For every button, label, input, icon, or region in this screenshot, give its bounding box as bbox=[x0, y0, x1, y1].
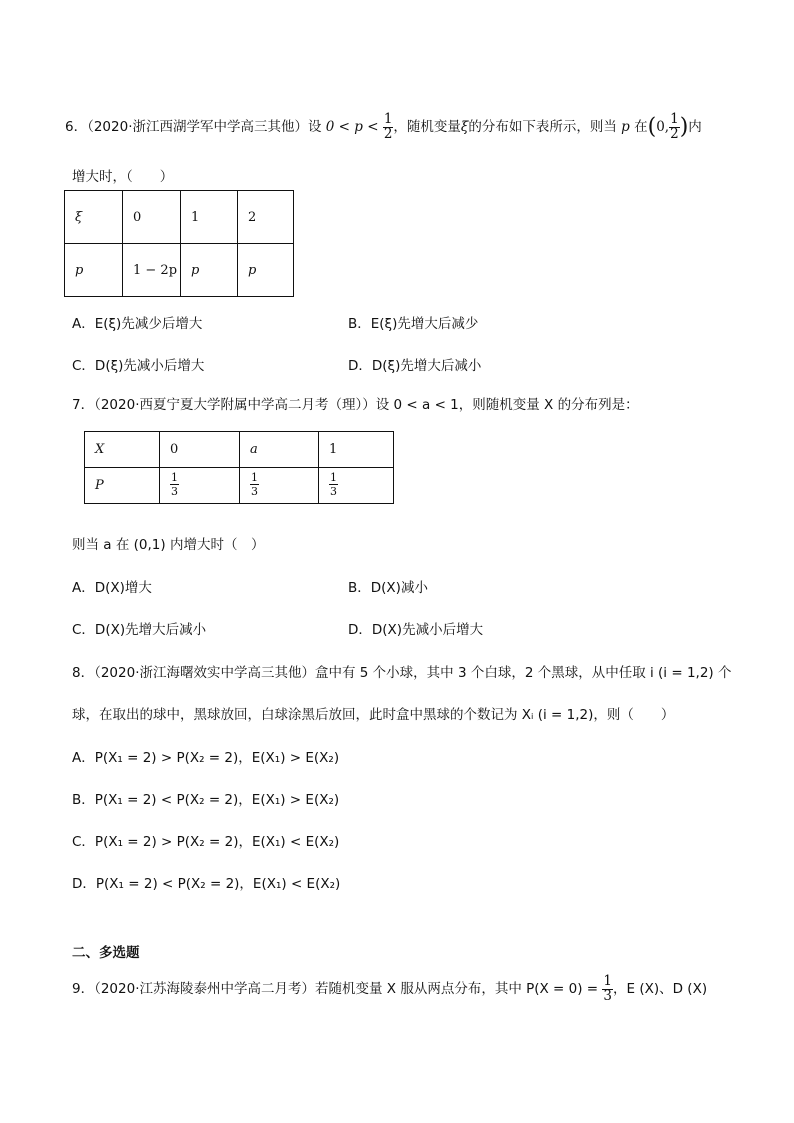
q6-source: （2020·浙江西湖学军中学高三其他） bbox=[87, 119, 308, 135]
table-cell: ξ bbox=[65, 191, 123, 244]
table-cell bbox=[160, 468, 240, 504]
q9-fraction: $\frac{1}{3}$ bbox=[603, 973, 613, 1004]
table-cell bbox=[240, 468, 319, 504]
table-row bbox=[65, 244, 294, 297]
table-cell: 0 bbox=[160, 432, 240, 468]
table-cell: 1 bbox=[181, 191, 238, 244]
q7-line2: 则当 a 在 (0,1) 内增大时（ ） bbox=[72, 537, 265, 553]
table-cell: X bbox=[85, 432, 160, 468]
q9-text: 9．（2020·江苏海陵泰州中学高二月考）若随机变量 X 服从两点分布，其中 P(X = 0) = bbox=[72, 981, 599, 997]
q6-line2: 增大时，（ ） bbox=[72, 169, 174, 185]
q6-interval-fraction: $\frac{1}{2}$ bbox=[670, 111, 679, 142]
q6-option-a: A．E(ξ)先减少后增大 bbox=[72, 316, 203, 332]
q8-option-c: C．P(X₁ = 2) > P(X₂ = 2)，E(X₁) < E(X₂) bbox=[72, 834, 340, 850]
q7-line1: 7．（2020·西夏宁夏大学附属中学高二月考（理））设 0 < a < 1，则随机变量 X 的分布列是： bbox=[72, 397, 639, 413]
q6-interval: 0, bbox=[656, 119, 670, 135]
q6-text: 设 bbox=[308, 119, 322, 135]
table-row bbox=[85, 432, 394, 468]
table-cell: 1 bbox=[319, 432, 394, 468]
q6-option-c: C．D(ξ)先减小后增大 bbox=[72, 358, 205, 374]
q7-distribution-table bbox=[84, 431, 394, 504]
fraction-one-third: $\frac{1}{3}$ bbox=[251, 471, 258, 498]
table-cell bbox=[319, 468, 394, 504]
q6-text: 在 bbox=[634, 119, 648, 135]
table-cell: p bbox=[238, 244, 294, 297]
q7-option-c: C．D(X)先增大后减小 bbox=[72, 622, 207, 638]
section-heading: 二、多选题 bbox=[72, 945, 140, 961]
q8-option-b: B．P(X₁ = 2) < P(X₂ = 2)，E(X₁) > E(X₂) bbox=[72, 792, 340, 808]
q6-text: 的分布如下表所示，则当 bbox=[468, 119, 617, 135]
fraction-one-third: $\frac{1}{3}$ bbox=[330, 471, 337, 498]
table-cell: 0 bbox=[123, 191, 181, 244]
q9-text: ，E (X)、D (X) bbox=[613, 981, 708, 997]
q6-distribution-table bbox=[64, 190, 294, 297]
table-row bbox=[65, 191, 294, 244]
q6-line1 bbox=[65, 113, 702, 141]
q6-option-b: B．E(ξ)先增大后减少 bbox=[348, 316, 479, 332]
q6-text: 内 bbox=[688, 119, 702, 135]
q8-line1: 8．（2020·浙江海曙效实中学高三其他）盒中有 5 个小球，其中 3 个白球，2 个黑球，从中任取 i (i = 1,2) 个 bbox=[72, 665, 732, 681]
q8-line2: 球，在取出的球中，黑球放回，白球涂黑后放回，此时盒中黑球的个数记为 Xᵢ (i = 1,2)，则（ ） bbox=[72, 707, 675, 723]
table-cell: 1 − 2p bbox=[123, 244, 181, 297]
q7-option-d: D．D(X)先减小后增大 bbox=[348, 622, 484, 638]
table-cell: p bbox=[181, 244, 238, 297]
q6-paren-open: ( bbox=[647, 114, 657, 140]
q6-number: 6． bbox=[65, 119, 88, 135]
table-cell: 2 bbox=[238, 191, 294, 244]
q6-xi: ξ bbox=[460, 119, 469, 135]
fraction-one-third: $\frac{1}{3}$ bbox=[171, 471, 178, 498]
table-row bbox=[85, 468, 394, 504]
q6-option-d: D．D(ξ)先增大后减小 bbox=[348, 358, 482, 374]
q8-option-d: D．P(X₁ = 2) < P(X₂ = 2)，E(X₁) < E(X₂) bbox=[72, 876, 341, 892]
q6-paren-close: ) bbox=[679, 114, 689, 140]
q8-option-a: A．P(X₁ = 2) > P(X₂ = 2)，E(X₁) > E(X₂) bbox=[72, 750, 340, 766]
table-cell: p bbox=[65, 244, 123, 297]
q6-condition: 0 < p < bbox=[325, 119, 379, 135]
table-cell: P bbox=[85, 468, 160, 504]
q6-half-fraction: $\frac{1}{2}$ bbox=[383, 111, 393, 142]
q6-p: p bbox=[621, 119, 630, 135]
q9-line1 bbox=[72, 975, 707, 1003]
q7-option-b: B．D(X)减小 bbox=[348, 580, 428, 596]
q6-text: ，随机变量 bbox=[393, 119, 461, 135]
q7-option-a: A．D(X)增大 bbox=[72, 580, 152, 596]
table-cell: a bbox=[240, 432, 319, 468]
